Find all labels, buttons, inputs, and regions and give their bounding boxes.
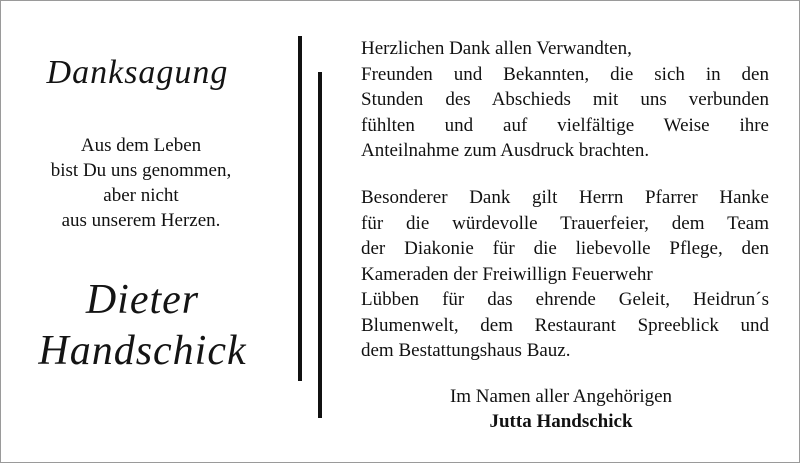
paragraph-line: Kameraden der Freiwillign Feuerwehr	[361, 263, 653, 285]
poem-line: Aus dem Leben	[80, 135, 202, 156]
divider-bar-left	[298, 36, 302, 381]
deceased-name-block	[20, 275, 265, 377]
signer-name: Jutta Handschick	[489, 411, 633, 432]
divider-bar-right	[318, 72, 322, 418]
paragraph-line: der Diakonie für die liebevolle Pflege, den	[361, 238, 769, 259]
signoff-line: Im Namen aller Angehörigen	[449, 386, 673, 407]
thanks-paragraph	[361, 36, 769, 164]
deceased-last-name: Handschick	[38, 328, 247, 374]
special-thanks-paragraph	[361, 185, 769, 364]
deceased-first-name: Dieter	[85, 277, 200, 323]
paragraph-line: Stunden des Abschieds mit uns verbunden	[361, 89, 769, 110]
poem-line: aber nicht	[103, 185, 179, 206]
paragraph-line: dem Bestattungshaus Bauz.	[361, 340, 571, 361]
heading-block	[15, 52, 260, 94]
paragraph-line: Lübben für das ehrende Geleit, Heidrun´s	[361, 289, 769, 310]
paragraph-line: Blumenwelt, dem Restaurant Spreeblick und	[361, 314, 769, 336]
paragraph-line: Anteilnahme zum Ausdruck brachten.	[361, 140, 650, 161]
paragraph-line: fühlten und auf vielfältige Weise ihre	[361, 114, 769, 136]
signoff-block	[361, 384, 761, 434]
paragraph-line: Besonderer Dank gilt Herrn Pfarrer Hanke	[361, 187, 769, 208]
poem-line: aus unserem Herzen.	[61, 210, 221, 231]
paragraph-line: für die würdevolle Trauerfeier, dem Team	[361, 212, 769, 234]
poem-line: bist Du uns genommen,	[50, 160, 232, 181]
heading-danksagung: Danksagung	[46, 54, 229, 91]
paragraph-line: Freunden und Bekannten, die sich in den	[361, 63, 769, 85]
poem-block	[15, 133, 267, 233]
paragraph-line: Herzlichen Dank allen Verwandten,	[361, 38, 632, 59]
